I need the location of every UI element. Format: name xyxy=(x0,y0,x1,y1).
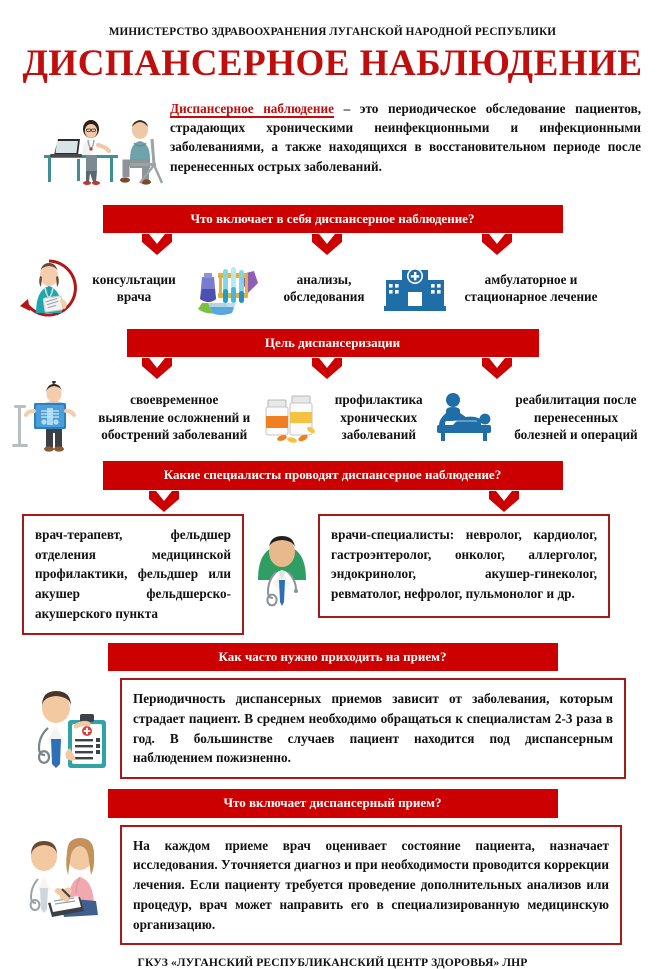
specialists-left-box: врач-терапевт, фельдшер отделения медицинской профилактики, фельдшер или акушер фельдшерско-акушерского пункта xyxy=(22,514,244,635)
item-label-treatment: амбулаторное и стационарное лечение xyxy=(464,271,598,305)
intro-block xyxy=(0,97,665,193)
intro-paragraph xyxy=(170,97,641,176)
item-label-consultations: консультации врача xyxy=(92,271,176,305)
chevron-row-includes xyxy=(0,233,665,257)
footer-organization: ГКУЗ «ЛУГАНСКИЙ РЕСПУБЛИКАНСКИЙ ЦЕНТР ЗДОРОВЬЯ» ЛНР xyxy=(137,956,528,969)
item-label-prevention: профилактика хронических заболеваний xyxy=(334,392,423,443)
appointment-row xyxy=(0,825,665,946)
frequency-box: Периодичность диспансерных приемов зависит от заболевания, которым страдает пациент. В среднем необходимо обращаться к специалистам 2-3 раза в год. В большинстве случаев пациент находится под диспансерным наблюдением пожизненно. xyxy=(120,678,626,779)
doctor-avatar-icon xyxy=(252,524,312,612)
item-label-early-detection: своевременное выявление осложнений и обострений заболеваний xyxy=(98,392,251,443)
appointment-box: На каждом приеме врач оценивает состояние пациента, назначает исследования. Уточняется диагноз и при необходимости проводится коррекции лечения. Если пациенту требуется проведение дополнительных анализов или процедур, врач может направить его в специализированную медицинскую организацию. xyxy=(120,825,622,946)
items-includes xyxy=(0,257,665,319)
chevron-row-specialists xyxy=(0,490,665,514)
chevron-row-goal xyxy=(0,357,665,381)
banner-specialists: Какие специалисты проводят диспансерное наблюдение? xyxy=(103,461,563,489)
chevron-down-icon xyxy=(147,490,181,513)
specialists-row xyxy=(0,514,665,635)
item-label-rehabilitation: реабилитация после перенесенных болезней и операций xyxy=(514,392,638,443)
chevron-down-icon xyxy=(310,357,344,380)
hospital-icon xyxy=(384,262,446,314)
banner-frequency: Как часто нужно приходить на прием? xyxy=(108,643,558,671)
ministry-heading: МИНИСТЕРСТВО ЗДРАВООХРАНЕНИЯ ЛУГАНСКОЙ НАРОДНОЙ РЕСПУБЛИКИ xyxy=(108,26,557,38)
pill-bottles-icon xyxy=(262,388,320,446)
xray-person-icon xyxy=(10,381,84,453)
banner-appointment: Что включает диспансерный прием? xyxy=(108,789,558,817)
massage-therapy-icon xyxy=(433,391,495,443)
banner-includes: Что включает в себя диспансерное наблюдение? xyxy=(103,205,563,233)
nurse-icon xyxy=(16,257,82,319)
item-label-analyses: анализы, обследования xyxy=(283,271,365,305)
banner-goal: Цель диспансеризации xyxy=(127,329,539,357)
page-title: ДИСПАНСЕРНОЕ НАБЛЮДЕНИЕ xyxy=(22,43,643,84)
items-goal xyxy=(0,381,665,453)
doctor-clipboard-icon xyxy=(18,686,114,772)
chevron-down-icon xyxy=(480,357,514,380)
chevron-down-icon xyxy=(310,233,344,256)
chevron-down-icon xyxy=(140,233,174,256)
intro-term: Диспансерное наблюдение xyxy=(170,100,334,116)
frequency-row xyxy=(0,678,665,779)
lab-glassware-icon xyxy=(192,259,268,317)
intro-body: – это периодическое обследование пациентов, страдающих хроническими неинфекционными и инфекционными заболеваниями, а также находящихся в восстановительном периоде после перенесенных острых заболеваний. xyxy=(170,100,641,174)
specialists-right-box: врачи-специалисты: невролог, кардиолог, гастроэнтеролог, онколог, аллерголог, эндокринолог, акушер-гинеколог, ревматолог, нефролог, пульмонолог и др. xyxy=(318,514,610,618)
chevron-down-icon xyxy=(140,357,174,380)
doctor-desk-patient-illustration xyxy=(30,103,170,193)
doctor-patient-icon xyxy=(18,831,116,925)
chevron-down-icon xyxy=(487,490,521,513)
chevron-down-icon xyxy=(480,233,514,256)
